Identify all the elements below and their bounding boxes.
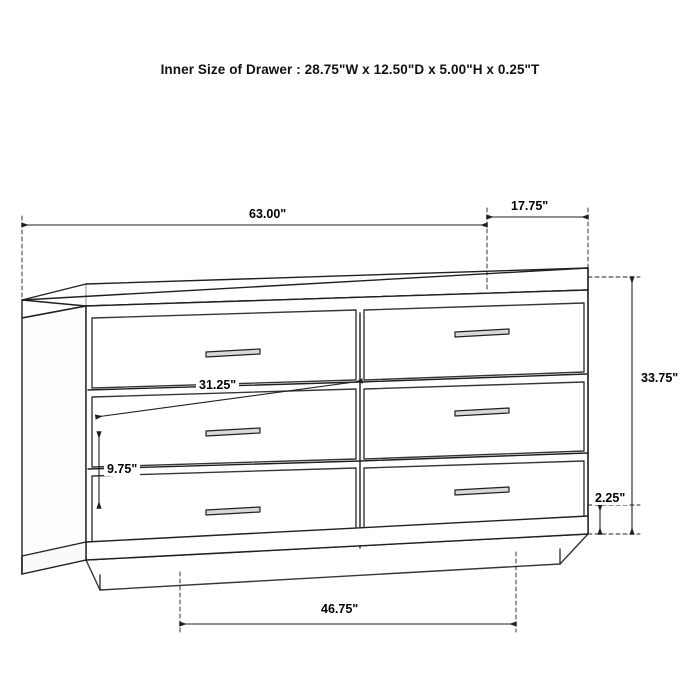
- dim-label-base-height: 2.25": [592, 491, 628, 505]
- dim-label-overall-height: 33.75": [638, 371, 681, 385]
- dim-label-base-width: 46.75": [318, 602, 361, 616]
- dresser-left-side: [22, 306, 86, 574]
- page-title: Inner Size of Drawer : 28.75"W x 12.50"D x 5.00"H x 0.25"T: [160, 62, 540, 77]
- dim-label-drawer-interior-width: 31.25": [196, 378, 239, 392]
- dim-label-side-depth: 17.75": [508, 199, 551, 213]
- dim-label-overall-width: 63.00": [246, 207, 289, 221]
- dim-label-drawer-height: 9.75": [104, 462, 140, 476]
